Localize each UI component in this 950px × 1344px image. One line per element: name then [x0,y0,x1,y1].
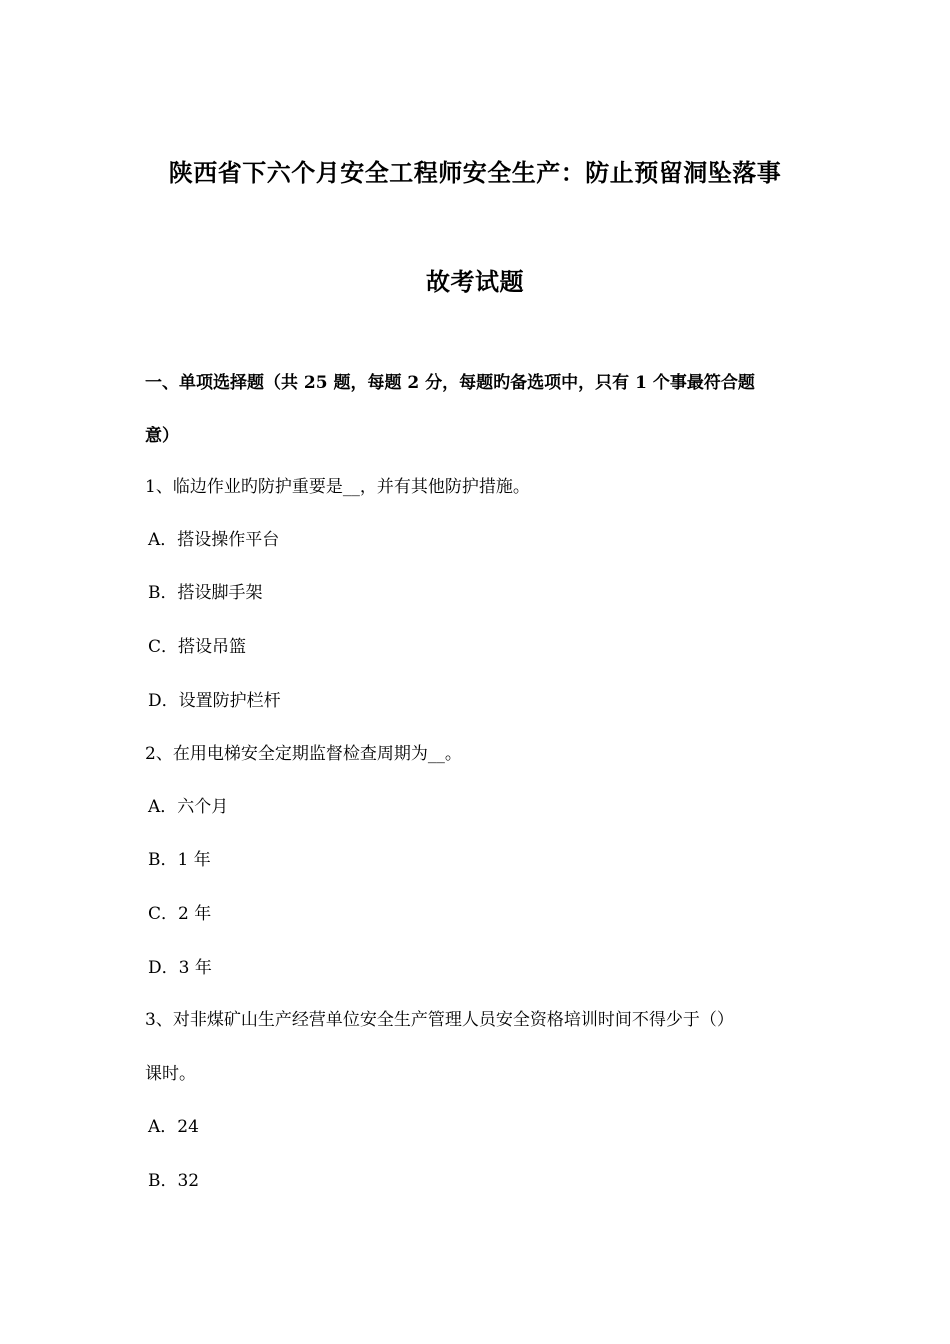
question-1-option-a: A．搭设操作平台 [148,530,280,550]
question-2-option-c: C．2 年 [148,904,212,924]
question-3-option-a: A．24 [148,1117,199,1137]
question-2-option-a: A．六个月 [148,797,229,817]
question-1-option-d: D．设置防护栏杆 [148,691,281,711]
question-1-option-b: B．搭设脚手架 [148,583,263,603]
question-1-stem: 1、临边作业旳防护重要是__，并有其他防护措施。 [145,477,530,497]
section-heading-line-1: 一、单项选择题（共 25 题，每题 2 分，每题旳备选项中，只有 1 个事最符合题 [145,373,755,393]
question-2-option-d: D．3 年 [148,958,212,978]
document-title-line-1: 陕西省下六个月安全工程师安全生产：防止预留洞坠落事 [168,158,782,187]
question-3-stem-line-1: 3、对非煤矿山生产经营单位安全生产管理人员安全资格培训时间不得少于（） [145,1010,734,1030]
section-heading-line-2: 意） [145,426,179,446]
question-3-stem-line-2: 课时。 [145,1064,196,1084]
question-2-option-b: B．1 年 [148,850,211,870]
question-2-stem: 2、在用电梯安全定期监督检查周期为__。 [145,744,462,764]
document-title-line-2: 故考试题 [426,267,524,296]
question-1-option-c: C．搭设吊篮 [148,637,247,657]
question-3-option-b: B．32 [148,1171,200,1191]
